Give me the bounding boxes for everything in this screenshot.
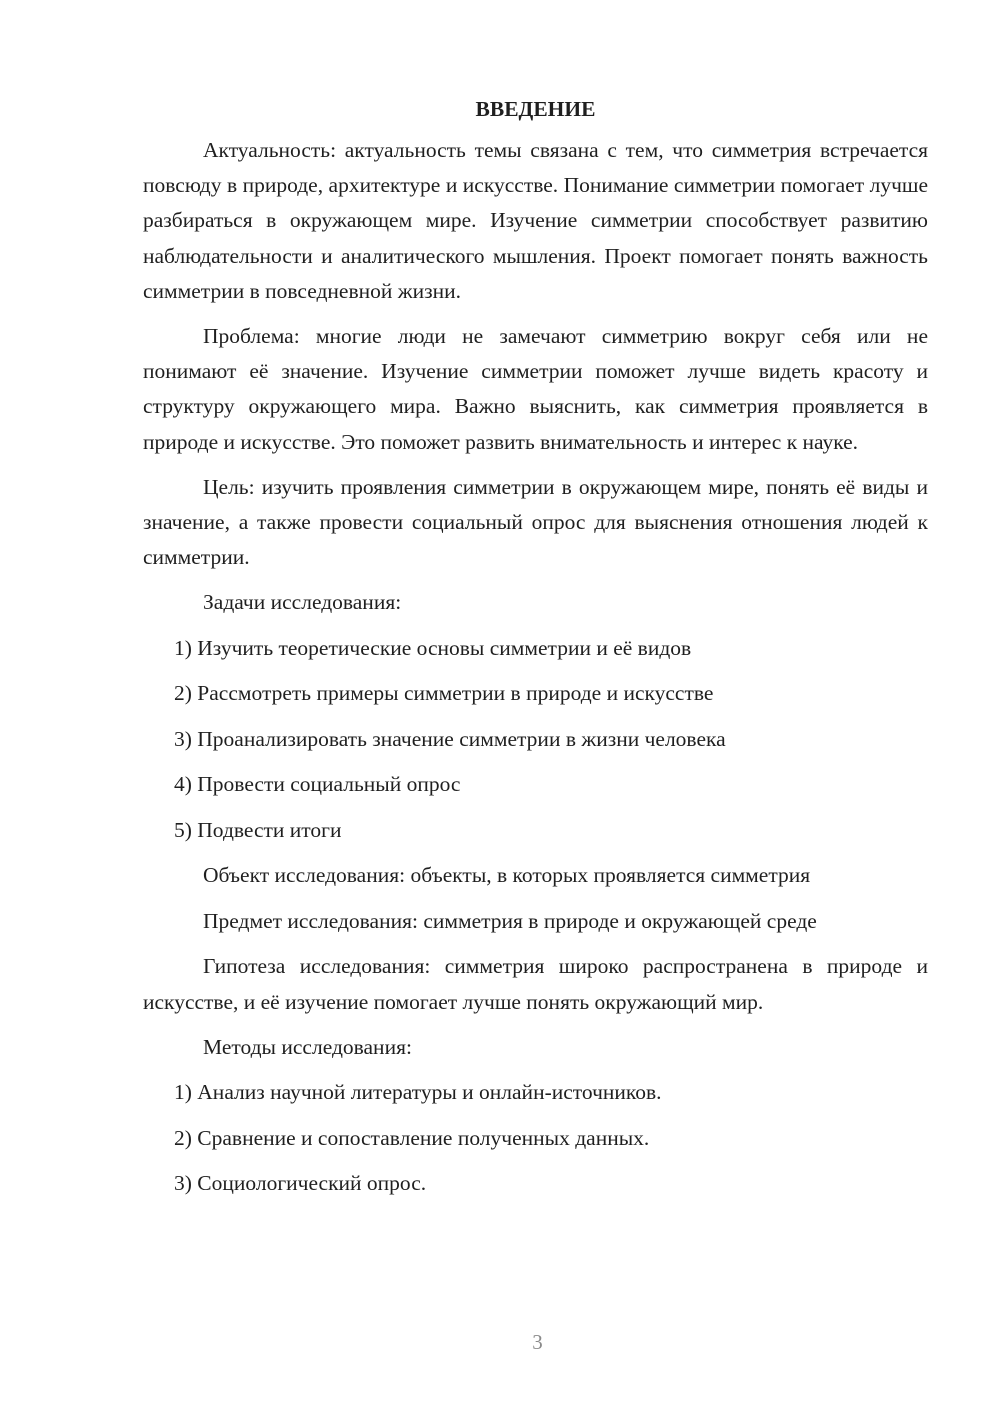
page-content xyxy=(143,92,928,1212)
task-item: 2) Рассмотреть примеры симметрии в природе и искусстве xyxy=(174,681,714,706)
task-item: 1) Изучить теоретические основы симметрии и её видов xyxy=(174,635,692,660)
page-number: 3 xyxy=(532,1330,543,1354)
research-object: Объект исследования: объекты, в которых проявляется симметрия xyxy=(203,863,811,888)
methods-heading: Методы исследования: xyxy=(203,1034,412,1059)
method-item: 2) Сравнение и сопоставление полученных данных. xyxy=(174,1125,650,1150)
task-item: 5) Подвести итоги xyxy=(174,817,342,842)
task-item: 3) Проанализировать значение симметрии в жизни человека xyxy=(174,726,726,751)
tasks-heading: Задачи исследования: xyxy=(203,590,402,615)
section-title: ВВЕДЕНИЕ xyxy=(475,97,596,121)
problem-paragraph: Проблема: многие люди не замечают симметрию вокруг себя или не понимают её значение. Изучение симметрии поможет лучше видеть красоту и структуру окружающего мира. Важно выяснить, как симметрия проявляется в природе и искусстве. Это поможет развить внимательность и интерес к науке. xyxy=(143,324,928,454)
task-item: 4) Провести социальный опрос xyxy=(174,772,461,797)
relevance-paragraph: Актуальность: актуальность темы связана с тем, что симметрия встречается повсюду в природе, архитектуре и искусстве. Понимание симметрии помогает лучше разбираться в окружающем мире. Изучение симметрии способствует развитию наблюдательности и аналитического мышления. Проект помогает понять важность симметрии в повседневной жизни. xyxy=(143,138,928,303)
method-item: 1) Анализ научной литературы и онлайн-источников. xyxy=(174,1080,662,1105)
research-subject: Предмет исследования: симметрия в природе и окружающей среде xyxy=(203,908,817,933)
method-item: 3) Социологический опрос. xyxy=(174,1171,427,1196)
goal-paragraph: Цель: изучить проявления симметрии в окружающем мире, понять её виды и значение, а также провести социальный опрос для выяснения отношения людей к симметрии. xyxy=(143,474,928,570)
hypothesis-paragraph: Гипотеза исследования: симметрия широко распространена в природе и искусстве, и её изучение помогает лучше понять окружающий мир. xyxy=(143,954,928,1014)
